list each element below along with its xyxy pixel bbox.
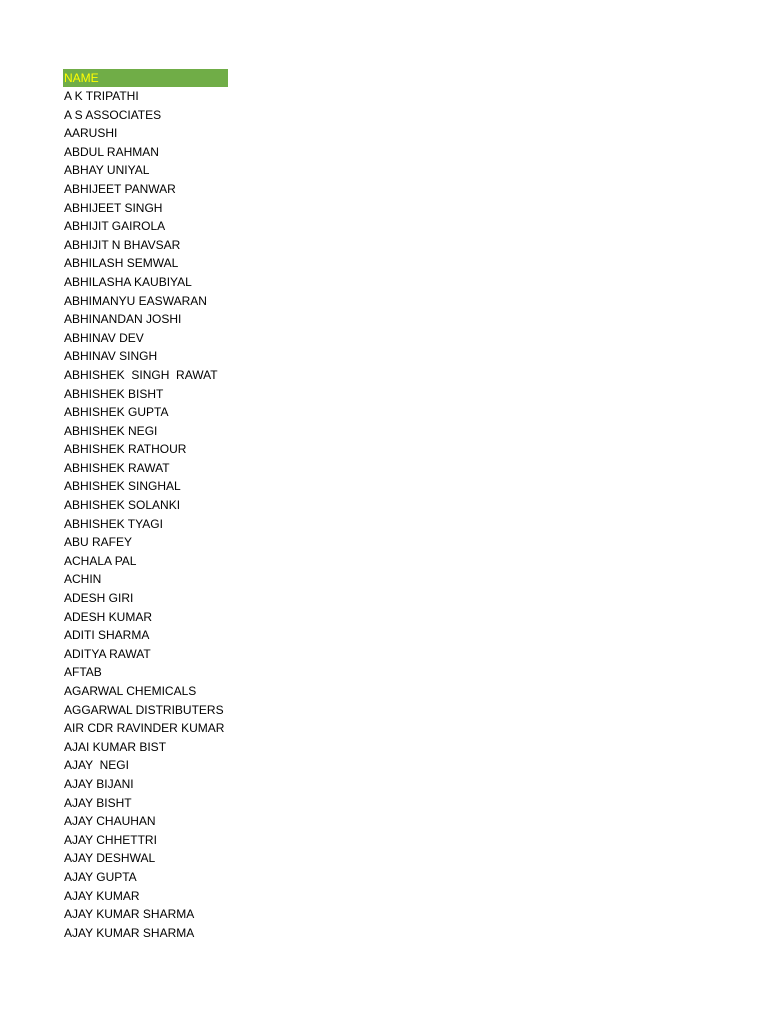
list-item: AJAY GUPTA xyxy=(64,869,137,884)
list-item: AJAI KUMAR BIST xyxy=(64,739,167,754)
list-item: ABHIJIT GAIROLA xyxy=(64,219,166,234)
list-item: ADESH KUMAR xyxy=(64,609,153,624)
list-item: ABHIJEET SINGH xyxy=(64,200,163,215)
list-item: ABHISHEK SOLANKI xyxy=(64,498,181,513)
list-item: ABHISHEK TYAGI xyxy=(64,516,163,531)
list-item: ABHISHEK RAWAT xyxy=(64,460,170,475)
list-item: ABHIMANYU EASWARAN xyxy=(64,293,207,308)
list-item: ABHIJEET PANWAR xyxy=(64,181,176,196)
list-item: ABHISHEK SINGH RAWAT xyxy=(64,367,218,382)
list-item: ABDUL RAHMAN xyxy=(64,144,159,159)
list-item: AGARWAL CHEMICALS xyxy=(64,684,197,698)
list-item: A K TRIPATHI xyxy=(64,89,139,103)
list-item: AFTAB xyxy=(64,665,102,680)
list-item: ABU RAFEY xyxy=(64,535,133,550)
list-item: ABHINANDAN JOSHI xyxy=(64,312,182,327)
list-item: ABHINAV DEV xyxy=(64,330,144,345)
name-list xyxy=(63,87,263,942)
list-item: AIR CDR RAVINDER KUMAR xyxy=(64,721,225,736)
list-item: ABHISHEK NEGI xyxy=(64,423,158,438)
list-item: AJAY CHHETTRI xyxy=(64,832,157,847)
list-item: AJAY NEGI xyxy=(64,758,129,773)
list-item: ABHISHEK SINGHAL xyxy=(64,479,181,494)
list-item: AJAY KUMAR xyxy=(64,888,140,903)
list-item: ABHISHEK GUPTA xyxy=(64,405,169,420)
list-item: ADITYA RAWAT xyxy=(64,646,151,661)
list-item: ABHILASH SEMWAL xyxy=(64,256,179,271)
column-header-name: NAME xyxy=(63,69,228,87)
list-item: ACHIN xyxy=(64,572,102,587)
list-item: AJAY CHAUHAN xyxy=(64,814,156,829)
list-item: ABHINAV SINGH xyxy=(64,349,158,364)
list-item: AJAY KUMAR SHARMA xyxy=(64,925,195,940)
list-item: AJAY BIJANI xyxy=(64,776,134,791)
list-item: AGGARWAL DISTRIBUTERS xyxy=(64,702,224,717)
list-item: ABHISHEK BISHT xyxy=(64,386,164,401)
list-item: AARUSHI xyxy=(64,126,118,141)
list-item: ABHAY UNIYAL xyxy=(64,163,150,178)
list-item: ADITI SHARMA xyxy=(64,628,150,643)
list-item: ABHIJIT N BHAVSAR xyxy=(64,237,181,252)
list-item: ABHILASHA KAUBIYAL xyxy=(64,274,192,289)
name-list-sheet xyxy=(63,69,263,942)
list-item: AJAY DESHWAL xyxy=(64,851,156,866)
list-item: A S ASSOCIATES xyxy=(64,107,162,122)
list-item: ADESH GIRI xyxy=(64,591,134,606)
list-item: AJAY KUMAR SHARMA xyxy=(64,907,195,922)
list-item: ACHALA PAL xyxy=(64,553,137,568)
list-item: AJAY BISHT xyxy=(64,795,132,810)
list-item: ABHISHEK RATHOUR xyxy=(64,442,187,457)
